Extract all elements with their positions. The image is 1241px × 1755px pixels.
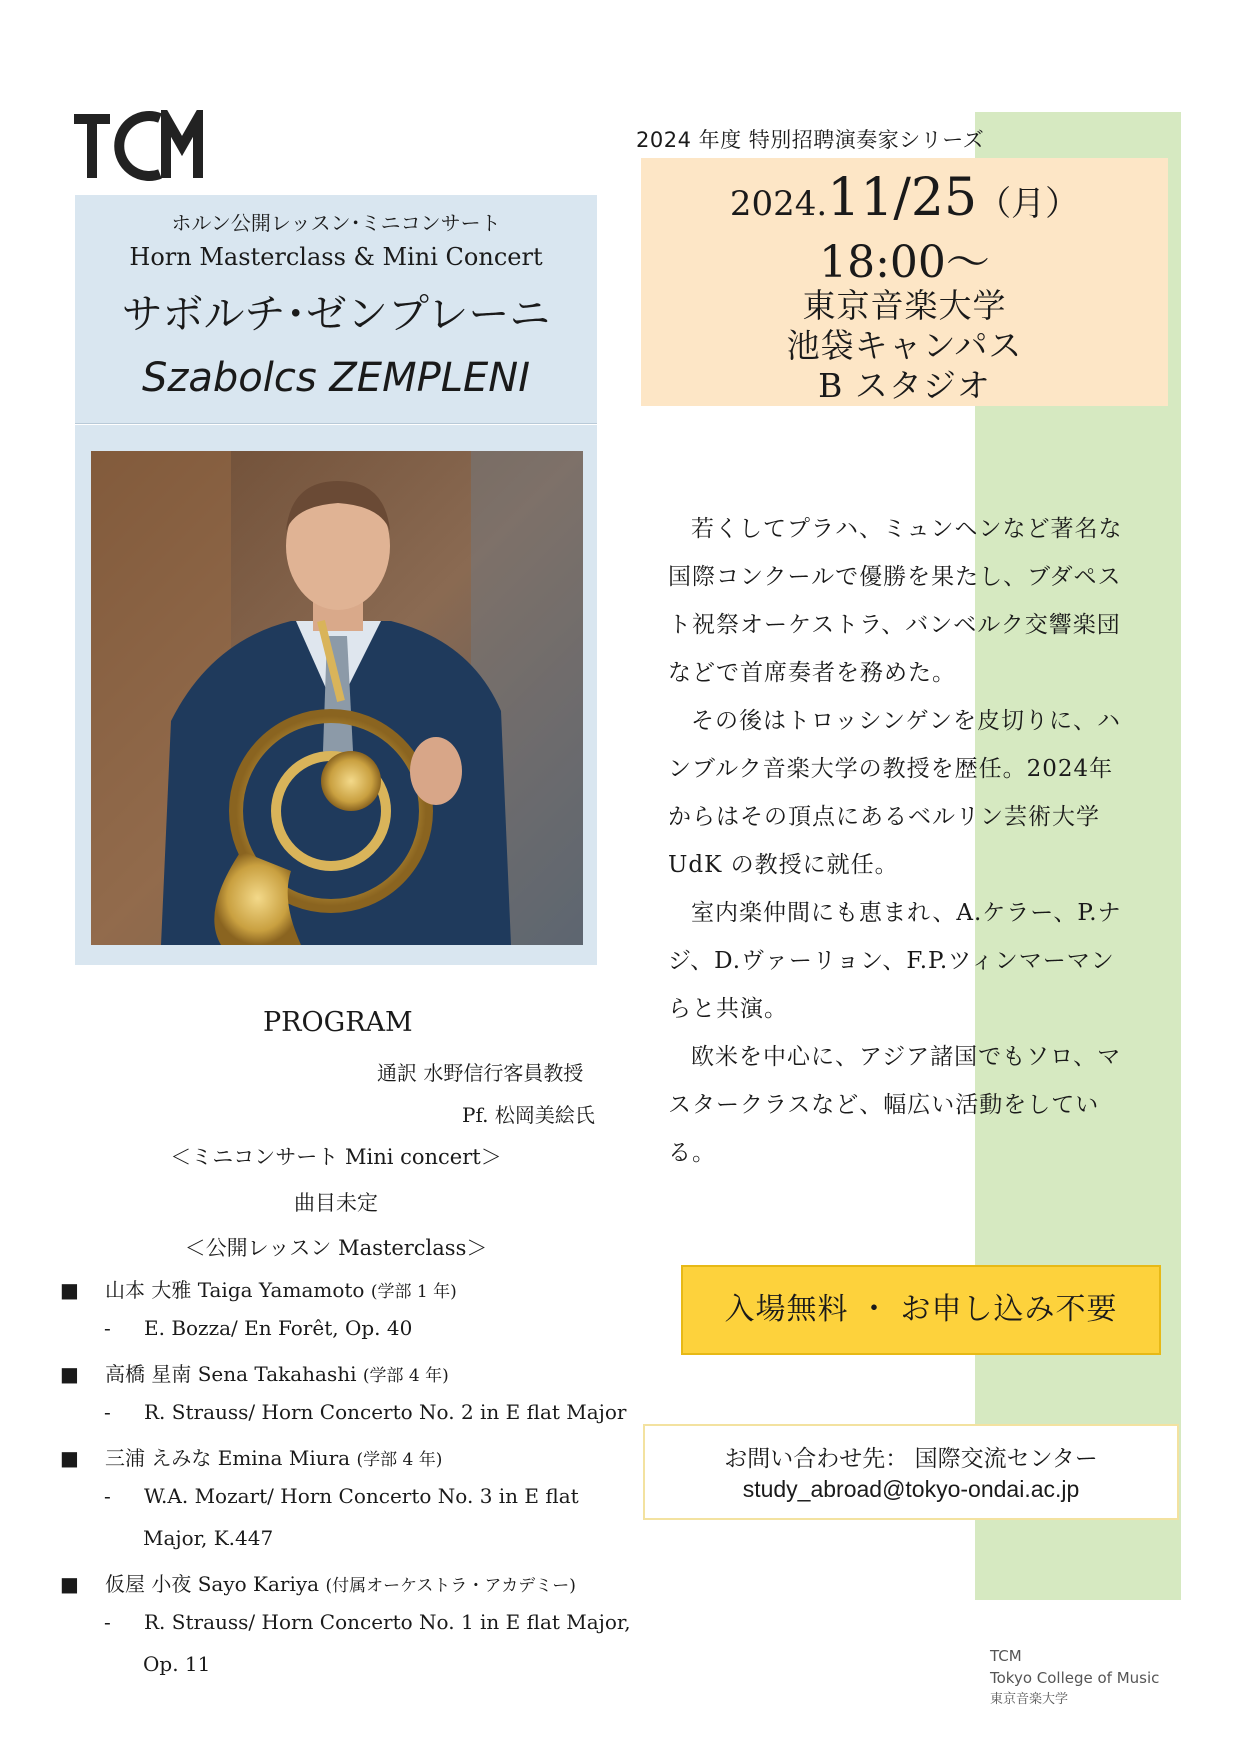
contact-label: お問い合わせ先： 国際交流センター [724,1445,1098,1471]
event-time: 18:00～ [819,237,990,288]
performer-name-en: Szabolcs ZEMPLENI [141,355,530,401]
admission-badge: 入場無料 ・ お申し込み不要 [681,1265,1161,1355]
performer-row: ■ 三浦 えみな Emina Miura (学部 4 年) [60,1446,443,1470]
bio-paragraph: その後はトロッシンゲンを皮切りに、ハンブルク音楽大学の教授を歴任。2024年からはその頂点にあるベルリン芸術大学 UdK の教授に就任。 [668,708,1122,878]
mini-concert-heading: ＜ミニコンサート Mini concert＞ [170,1145,502,1169]
bio-paragraph: 若くしてプラハ、ミュンヘンなど著名な国際コンクールで優勝を果たし、ブダペスト祝祭オーケストラ、バンベルク交響楽団などで首席奏者を務めた。 [668,516,1123,686]
piece-row-continued: Major, K.447 [143,1526,274,1550]
pianist: Pf. 松岡美絵氏 [462,1103,595,1127]
performer-photo [91,451,583,945]
piece-row: - E. Bozza/ En Forêt, Op. 40 [104,1316,413,1340]
event-date: 2024.11/25（月） [729,168,1080,228]
piece-row: - W.A. Mozart/ Horn Concerto No. 3 in E flat [104,1484,579,1508]
venue-line-2: 池袋キャンパス [786,326,1023,365]
venue-line-3: B スタジオ [818,366,991,405]
performer-row: ■ 仮屋 小夜 Sayo Kariya (付属オーケストラ・アカデミー) [60,1572,576,1596]
performer-name-jp: サボルチ･ゼンプレーニ [121,290,551,338]
bullet-icon: ■ [60,1362,79,1386]
bio-paragraph: 室内楽仲間にも恵まれ、A.ケラー、P.ナジ、D.ヴァーリョン、F.P.ツィンマーマンらと共演。 [668,900,1122,1022]
title-jp-sub: ホルン公開レッスン･ミニコンサート [171,211,501,235]
footer-logo: TCM Tokyo College of Music 東京音楽大学 [990,1647,1160,1707]
piece-row-continued: Op. 11 [143,1652,211,1676]
program-title: PROGRAM [263,1007,413,1038]
tcm-logo [74,110,214,182]
performer-row: ■ 高橋 星南 Sena Takahashi (学部 4 年) [60,1362,449,1386]
performer-row: ■ 山本 大雅 Taiga Yamamoto (学部 1 年) [60,1278,457,1302]
bullet-icon: ■ [60,1446,79,1470]
title-en-sub: Horn Masterclass & Mini Concert [129,243,543,271]
masterclass-heading: ＜公開レッスン Masterclass＞ [184,1236,488,1260]
bullet-icon: ■ [60,1278,79,1302]
mini-concert-note: 曲目未定 [294,1191,378,1215]
date-venue-box [641,158,1168,406]
bullet-icon: ■ [60,1572,79,1596]
contact-email-link[interactable]: study_abroad@tokyo-ondai.ac.jp [742,1476,1080,1502]
biography [668,505,1128,1177]
title-box [75,195,597,424]
interpreter: 通訳 水野信行客員教授 [377,1061,584,1085]
piece-row: - R. Strauss/ Horn Concerto No. 1 in E flat Major, [104,1610,631,1634]
venue-line-1: 東京音楽大学 [802,286,1007,325]
bio-paragraph: 欧米を中心に、アジア諸国でもソロ、マスタークラスなど、幅広い活動をしている。 [668,1044,1122,1166]
piece-row: - R. Strauss/ Horn Concerto No. 2 in E flat Major [104,1400,627,1424]
series-title: 2024 年度 特別招聘演奏家シリーズ [636,128,985,152]
contact-box [643,1424,1179,1520]
